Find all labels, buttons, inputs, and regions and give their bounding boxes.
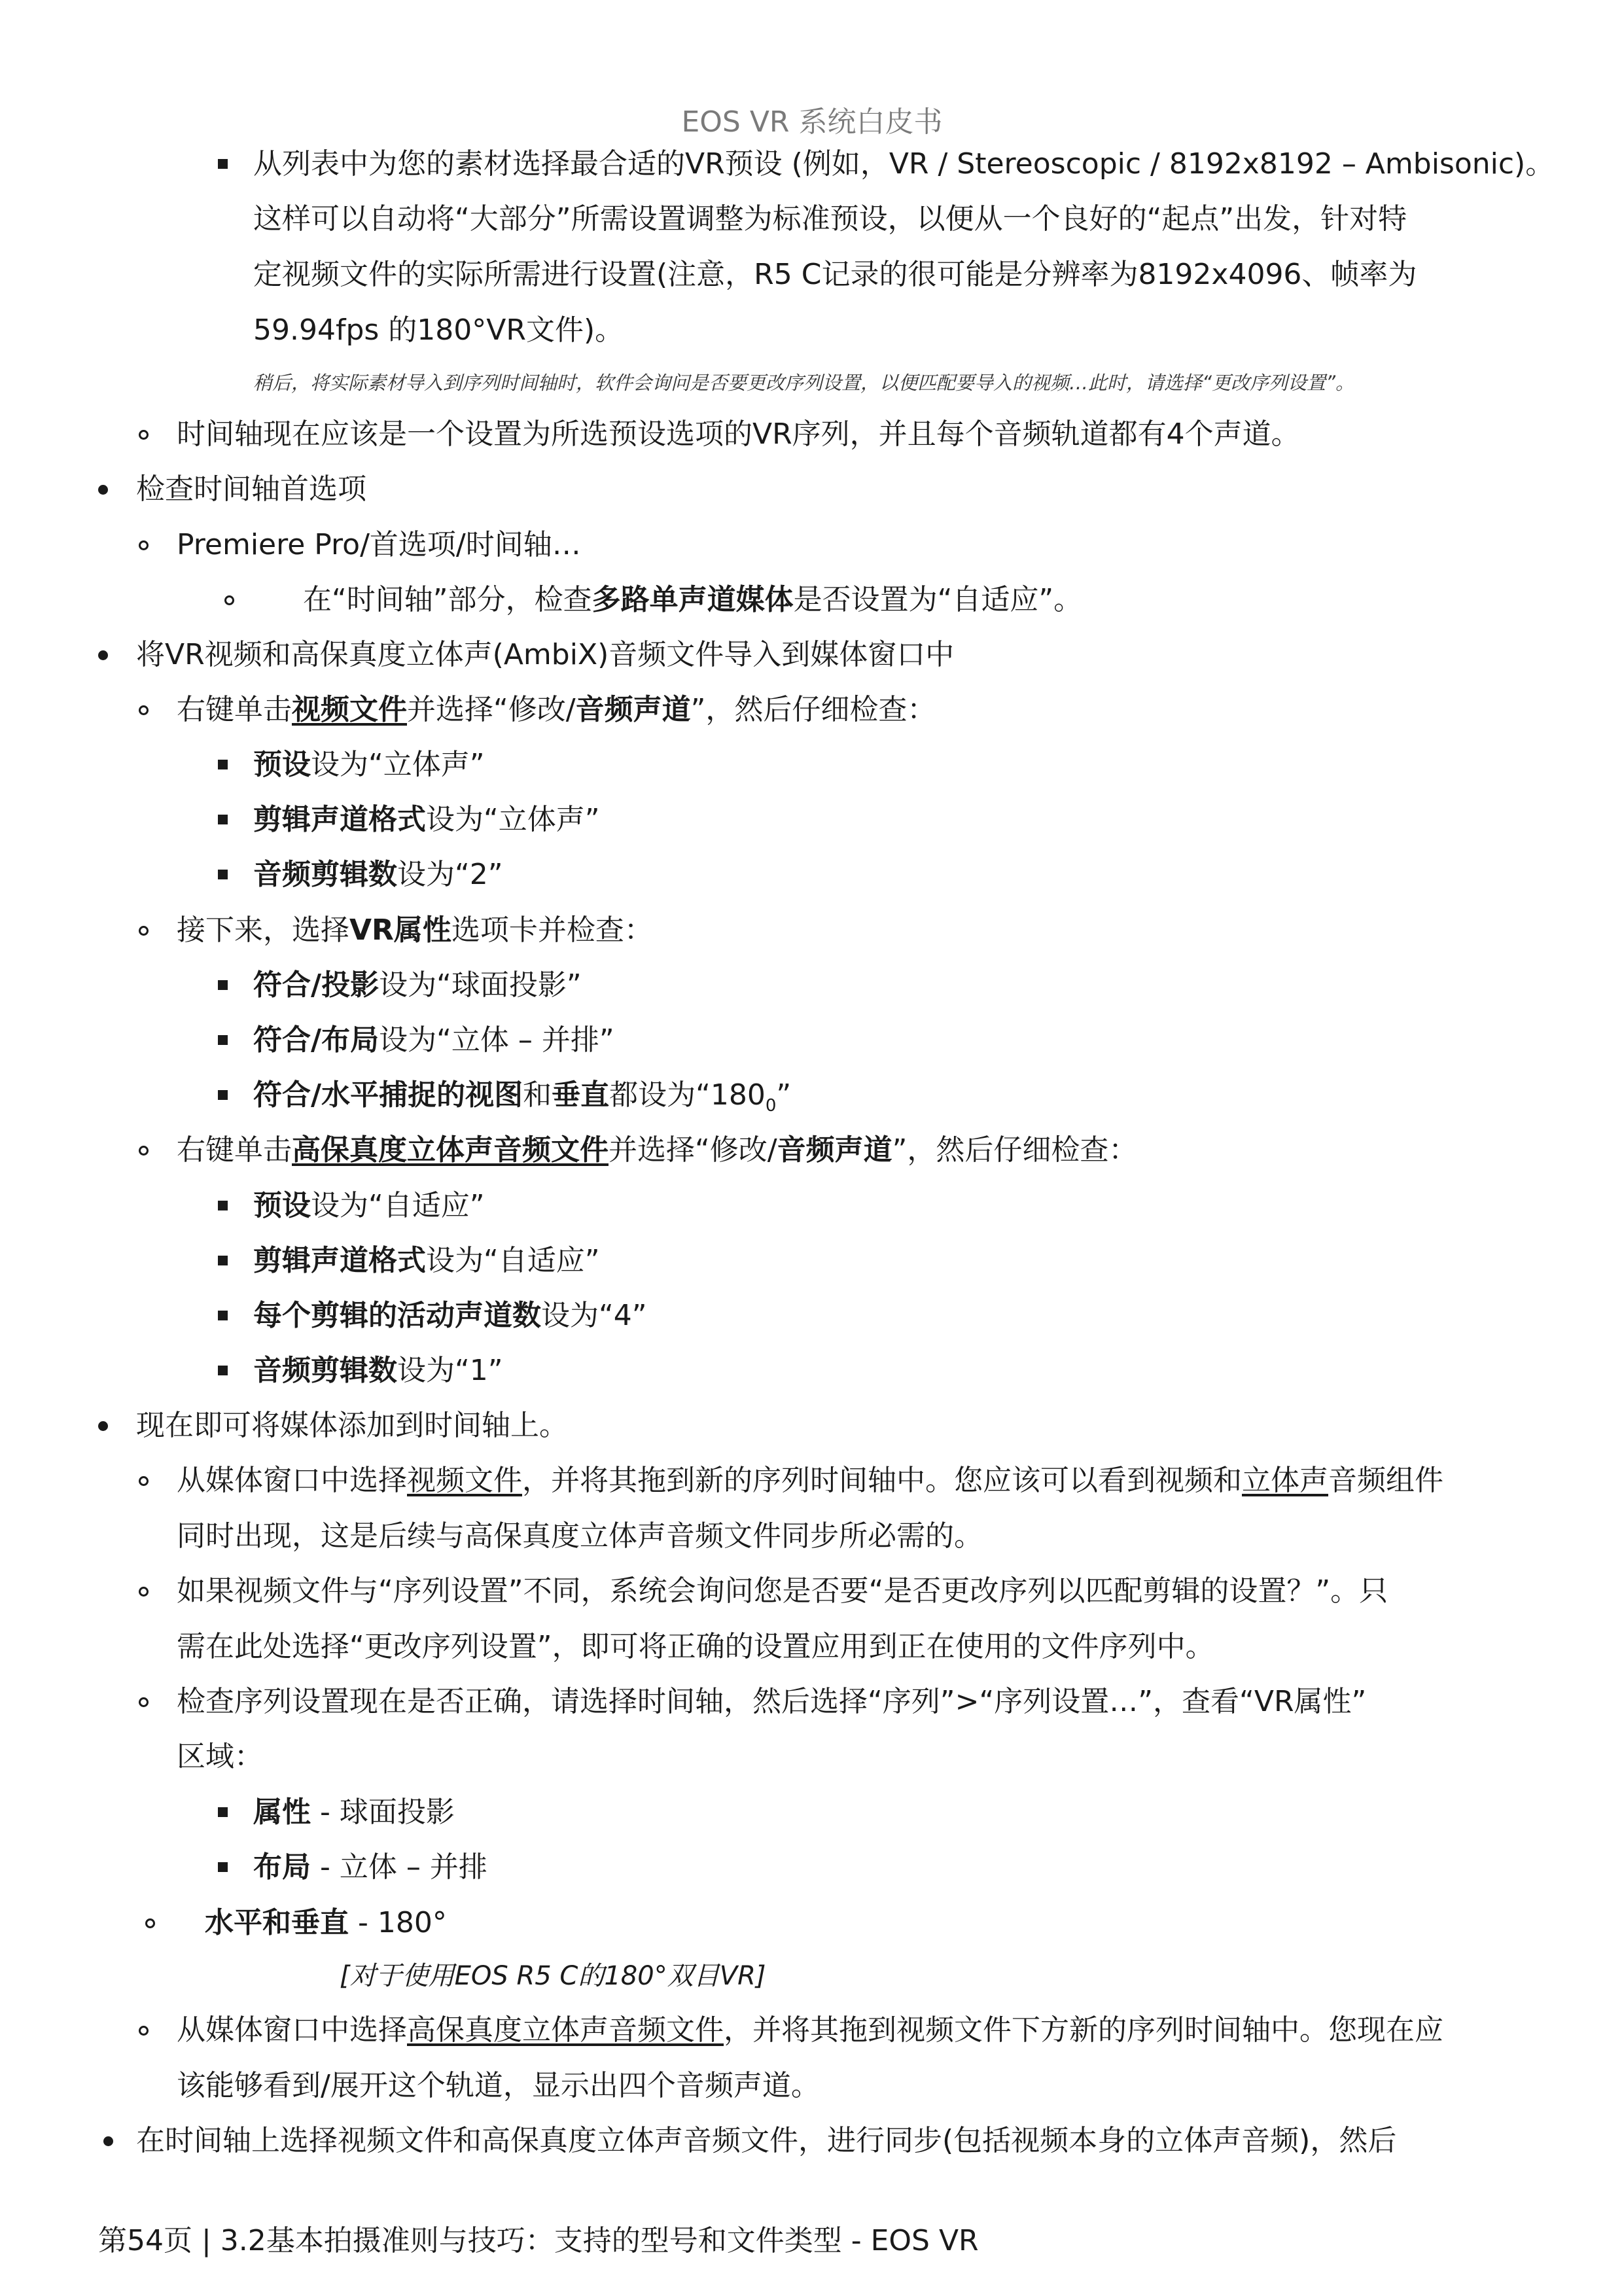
list-item	[253, 1848, 487, 1887]
note-text: [对于使用EOS R5 C的180°双目VR]	[340, 1961, 766, 1991]
section-item: 在时间轴上选择视频文件和高保真度立体声音频文件，进行同步(包括视频本身的立体声音频)，然后	[136, 2124, 1397, 2157]
list-item	[253, 1296, 647, 1335]
bullet-square	[218, 159, 228, 169]
text-run: ”	[776, 1078, 792, 1112]
list-item	[253, 745, 485, 785]
text-run: 右键单击	[177, 1133, 292, 1167]
bullet-circle	[139, 1697, 149, 1707]
list-item	[205, 1903, 447, 1943]
underlined-term: 立体声	[1242, 1464, 1328, 1497]
list-item	[253, 1351, 503, 1390]
bullet-circle	[139, 1476, 149, 1486]
bullet-square	[218, 870, 228, 879]
list-item	[253, 1021, 614, 1060]
body-line: 检查序列设置现在是否正确，请选择时间轴，然后选择“序列”>“序列设置…”，查看“VR属性”	[177, 1685, 1367, 1718]
text-run: 设为“立体声”	[426, 803, 600, 836]
page-footer: 第54页 | 3.2基本拍摄准则与技巧：支持的型号和文件类型 - EOS VR	[98, 2224, 979, 2257]
body-line	[177, 1461, 1443, 1500]
text-run: - 球面投影	[311, 1795, 455, 1829]
bold-run: VR属性	[349, 913, 451, 947]
bold-run: 符合/投影	[253, 968, 380, 1002]
body-line	[177, 1131, 1137, 1170]
text-run: 接下来，选择	[177, 913, 349, 947]
body-line: 该能够看到/展开这个轨道，显示出四个音频声道。	[177, 2069, 820, 2102]
text-run: 音频组件	[1328, 1464, 1443, 1497]
text-run: 选项卡并检查：	[451, 913, 653, 947]
bullet-circle	[139, 705, 149, 715]
bold-run: 预设	[253, 1189, 311, 1222]
bold-run: 每个剪辑的活动声道数	[253, 1299, 541, 1332]
bold-run: 属性	[253, 1795, 311, 1829]
bullet-circle	[139, 1587, 149, 1597]
bullet-dot	[98, 485, 108, 495]
list-item	[253, 1241, 600, 1280]
text-run: 并选择“修改/	[407, 693, 576, 726]
bullet-square	[218, 1311, 228, 1320]
bold-run: 剪辑声道格式	[253, 1244, 426, 1277]
text-run: 在“时间轴”部分，检查	[303, 583, 592, 616]
body-line: 需在此处选择“更改序列设置”，即可将正确的设置应用到正在使用的文件序列中。	[177, 1630, 1214, 1663]
section-item: 将VR视频和高保真度立体声(AmbiX)音频文件导入到媒体窗口中	[136, 638, 955, 671]
text-run: 设为“球面投影”	[379, 968, 582, 1002]
body-line: 从列表中为您的素材选择最合适的VR预设 (例如，VR / Stereoscopic / 8192x8192 – Ambisonic)。	[253, 147, 1555, 181]
underlined-term: 视频文件	[292, 693, 407, 726]
body-line: 区域：	[177, 1740, 263, 1773]
underlined-term: 高保真度立体声音频文件	[292, 1133, 609, 1167]
text-run: 都设为“180	[609, 1078, 766, 1112]
body-line: Premiere Pro/首选项/时间轴…	[177, 528, 581, 561]
bold-run: 音频声道	[777, 1133, 892, 1167]
bullet-circle	[224, 595, 234, 605]
text-run: - 180°	[349, 1906, 447, 1939]
body-line: 59.94fps 的180°VR文件)。	[253, 313, 624, 347]
bullet-square	[218, 1201, 228, 1210]
bullet-square	[218, 980, 228, 990]
bullet-circle	[139, 2026, 149, 2036]
list-item	[253, 1793, 455, 1832]
bullet-circle	[139, 540, 149, 550]
text-run: ”，然后仔细检查：	[892, 1133, 1138, 1167]
subscript-run: 0	[765, 1095, 777, 1116]
bullet-circle	[145, 1918, 155, 1928]
bullet-square	[218, 1035, 228, 1045]
bullet-square	[218, 1862, 228, 1872]
text-run: 和	[523, 1078, 552, 1112]
bold-run: 多路单声道媒体	[591, 583, 794, 616]
bullet-square	[218, 760, 228, 769]
text-run: 设为“1”	[397, 1354, 503, 1387]
list-item	[253, 1186, 485, 1226]
text-run: 设为“2”	[397, 858, 503, 891]
list-item	[253, 800, 600, 839]
text-run: 设为“立体 – 并排”	[379, 1023, 614, 1057]
bold-run: 剪辑声道格式	[253, 803, 426, 836]
bullet-square	[218, 1366, 228, 1375]
page-header: EOS VR 系统白皮书	[681, 105, 943, 139]
bullet-square	[218, 815, 228, 824]
bold-run: 预设	[253, 748, 311, 781]
text-run: - 立体 – 并排	[311, 1850, 487, 1884]
bold-run: 垂直	[552, 1078, 610, 1112]
bullet-dot	[98, 650, 108, 660]
bullet-circle	[139, 430, 149, 440]
body-line: 这样可以自动将“大部分”所需设置调整为标准预设，以便从一个良好的“起点”出发，针对特	[253, 202, 1407, 236]
text-run: ，并将其拖到视频文件下方新的序列时间轴中。您现在应	[724, 2013, 1443, 2047]
text-run: 并选择“修改/	[609, 1133, 777, 1167]
text-run: ”，然后仔细检查：	[690, 693, 936, 726]
list-item	[253, 966, 582, 1005]
body-line	[303, 580, 1082, 620]
bold-run: 符合/布局	[253, 1023, 380, 1057]
underlined-term: 高保真度立体声音频文件	[407, 2013, 724, 2047]
underlined-term: 视频文件	[407, 1464, 522, 1497]
bold-run: 音频剪辑数	[253, 1354, 397, 1387]
bullet-dot	[103, 2136, 113, 2146]
body-line: 如果视频文件与“序列设置”不同，系统会询问您是否要“是否更改序列以匹配剪辑的设置？”。只	[177, 1574, 1388, 1608]
bullet-square	[218, 1256, 228, 1265]
text-run: 设为“自适应”	[311, 1189, 485, 1222]
note-text: 稍后，将实际素材导入到序列时间轴时，软件会询问是否要更改序列设置，以便匹配要导入的视频…此时，请选择“更改序列设置”。	[253, 372, 1355, 394]
text-run: 从媒体窗口中选择	[177, 2013, 407, 2047]
list-item	[253, 855, 503, 894]
text-run: 右键单击	[177, 693, 292, 726]
bold-run: 音频声道	[575, 693, 691, 726]
text-run: ，并将其拖到新的序列时间轴中。您应该可以看到视频和	[522, 1464, 1242, 1497]
bold-run: 音频剪辑数	[253, 858, 397, 891]
bullet-dot	[98, 1421, 108, 1431]
list-item	[253, 1076, 791, 1125]
body-line: 定视频文件的实际所需进行设置(注意，R5 C记录的很可能是分辨率为8192x4096、帧率为	[253, 258, 1417, 291]
text-run: 设为“4”	[541, 1299, 647, 1332]
body-line	[177, 690, 936, 730]
bullet-square	[218, 1807, 228, 1817]
body-line	[177, 2011, 1443, 2050]
body-line: 时间轴现在应该是一个设置为所选预设选项的VR序列，并且每个音频轨道都有4个声道。	[177, 417, 1300, 451]
bold-run: 水平和垂直	[205, 1906, 349, 1939]
bullet-circle	[139, 926, 149, 936]
section-item: 检查时间轴首选项	[136, 472, 366, 506]
bold-run: 符合/水平捕捉的视图	[253, 1078, 523, 1112]
text-run: 设为“自适应”	[426, 1244, 600, 1277]
body-line: 同时出现，这是后续与高保真度立体声音频文件同步所必需的。	[177, 1519, 983, 1553]
bold-run: 布局	[253, 1850, 311, 1884]
section-item: 现在即可将媒体添加到时间轴上。	[136, 1409, 568, 1442]
bullet-square	[218, 1090, 228, 1100]
text-run: 是否设置为“自适应”。	[793, 583, 1083, 616]
text-run: 从媒体窗口中选择	[177, 1464, 407, 1497]
text-run: 设为“立体声”	[311, 748, 485, 781]
bullet-circle	[139, 1146, 149, 1156]
body-line	[177, 911, 653, 950]
